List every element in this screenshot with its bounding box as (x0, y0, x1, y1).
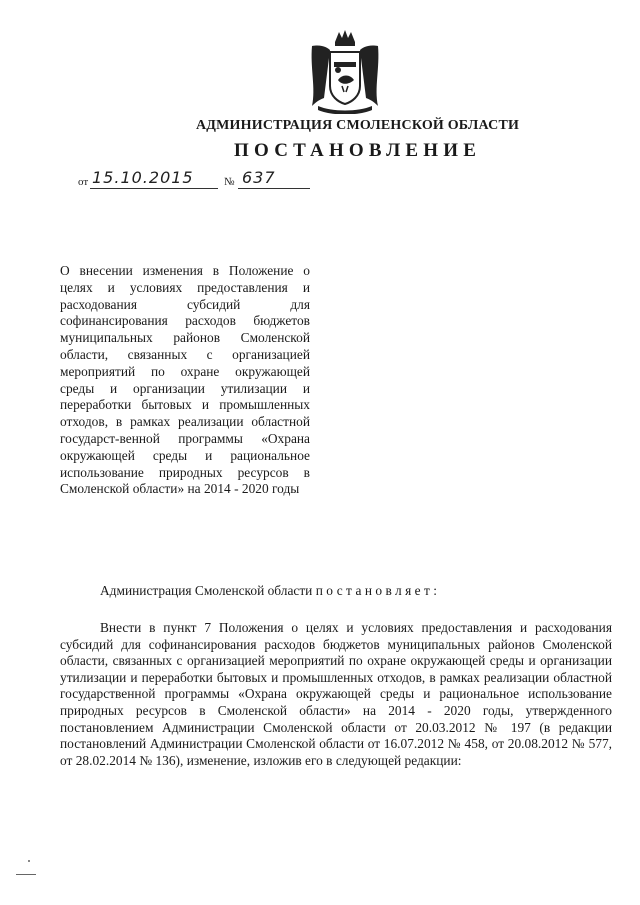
document-type-title: ПОСТАНОВЛЕНИЕ (234, 140, 482, 161)
administration-name: АДМИНИСТРАЦИЯ СМОЛЕНСКОЙ ОБЛАСТИ (196, 118, 520, 133)
coat-of-arms-icon (308, 28, 382, 114)
decree-intro-verb: постановляет: (315, 583, 441, 598)
number-prefix: № (224, 176, 235, 188)
decree-intro (100, 583, 440, 599)
date-prefix: от (78, 176, 89, 188)
decree-subject: О внесении изменения в Положение о целях и условиях предоставления и расходования субсидий для софинансирования расходов бюджетов муниципальных районов Смоленской области, связанных с организацией мероприятий по охране окружающей среды и организации утилизации и переработки бытовых и промышленных отходов, в рамках реализации областной государст-венной программы «Охрана окружающей среды и рациональное использование природных ресурсов в Смоленской области» на 2014 - 2020 годы (60, 263, 310, 497)
page-corner-mark (16, 874, 36, 875)
date-underline (90, 188, 218, 189)
decree-intro-subject: Администрация Смоленской области (100, 583, 313, 598)
number-underline (238, 188, 310, 189)
registration-line (78, 168, 318, 192)
number-handwritten: 637 (242, 168, 276, 187)
scan-speck (28, 860, 30, 862)
decree-body-paragraph: Внести в пункт 7 Положения о целях и условиях предоставления и расходования субсидий для софинансирования расходов бюджетов муниципальных районов Смоленской области, связанных с организацией мероприятий по охране окружающей среды и организации утилизации и переработки бытовых и промышленных отходов, в рамках реализации областной государственной программы «Охрана окружающей среды и рациональное использование природных ресурсов в Смоленской области» на 2014 - 2020 годы, утвержденного постановлением Администрации Смоленской области от 20.03.2012 № 197 (в редакции постановлений Администрации Смоленской области от 16.07.2012 № 458, от 20.08.2012 № 577, от 28.02.2014 № 136), изменение, изложив его в следующей редакции: (60, 620, 612, 768)
date-handwritten: 15.10.2015 (92, 168, 194, 187)
